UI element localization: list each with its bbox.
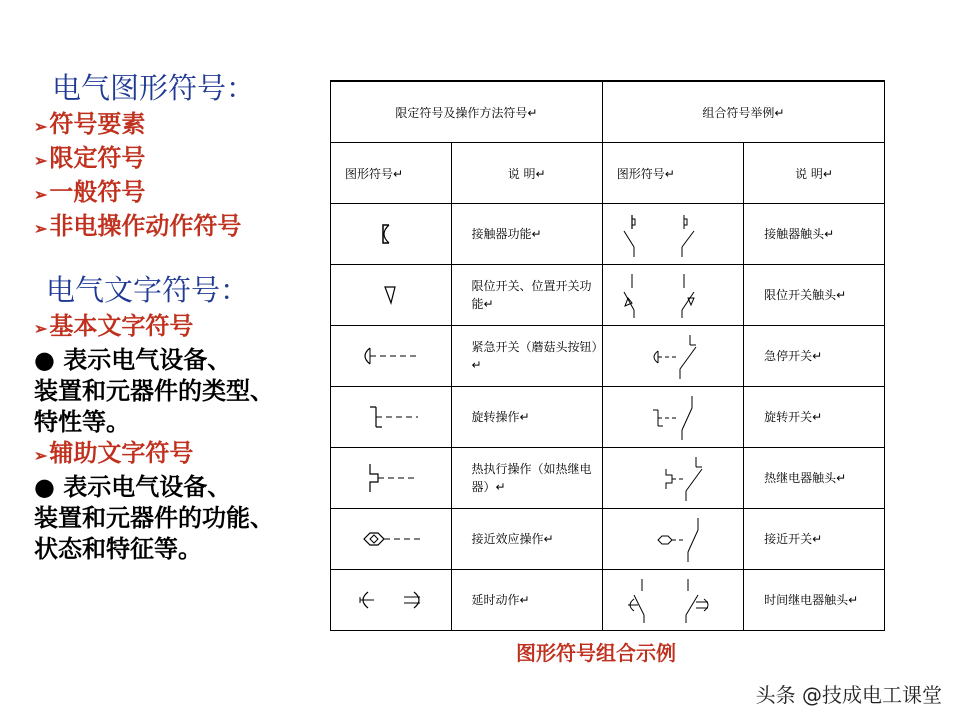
limit-switch-contact-icon xyxy=(602,265,743,326)
row-combo: 旋转开关↵ xyxy=(744,387,885,448)
desc-line: 装置和元器件的功能、 xyxy=(34,503,274,532)
row-combo: 接近开关↵ xyxy=(744,509,885,570)
row-desc: 限位开关、位置开关功能↵ xyxy=(451,265,602,326)
rotary-switch-icon xyxy=(602,387,743,448)
row-desc: 紧急开关（蘑菇头按钮）↵ xyxy=(451,326,602,387)
list-item: ➢限定符号 xyxy=(34,143,146,172)
row-combo: 接触器触头↵ xyxy=(744,204,885,265)
thermal-symbol-icon xyxy=(331,448,452,509)
emergency-stop-icon xyxy=(602,326,743,387)
row-desc: 旋转操作↵ xyxy=(451,387,602,448)
desc-line: ● 表示电气设备、 xyxy=(34,345,232,374)
proximity-symbol-icon xyxy=(331,509,452,570)
header-qualifying-symbols: 限定符号及操作方法符号↵ xyxy=(331,81,603,143)
symbol-table xyxy=(330,80,885,631)
table-row xyxy=(331,265,885,326)
desc-line: 特性等。 xyxy=(34,407,130,436)
arrow-icon: ➢ xyxy=(34,319,48,338)
list-item: ➢一般符号 xyxy=(34,177,146,206)
arrow-icon: ➢ xyxy=(34,151,48,170)
time-relay-contact-icon xyxy=(602,570,743,631)
row-desc: 热执行操作（如热继电器）↵ xyxy=(451,448,602,509)
table-row xyxy=(331,326,885,387)
table-row xyxy=(331,204,885,265)
arrow-icon: ➢ xyxy=(34,117,48,136)
subheader-description: 说 明↵ xyxy=(451,143,602,204)
row-desc: 接近效应操作↵ xyxy=(451,509,602,570)
limit-switch-symbol-icon xyxy=(331,265,452,326)
subheader-symbol: 图形符号↵ xyxy=(602,143,743,204)
desc-line: 状态和特征等。 xyxy=(34,534,202,563)
arrow-icon: ➢ xyxy=(34,185,48,204)
row-desc: 延时动作↵ xyxy=(451,570,602,631)
contactor-contact-icon xyxy=(602,204,743,265)
watermark: 头条 @技成电工课堂 xyxy=(755,683,942,707)
title-text-symbols: 电气文字符号： xyxy=(46,273,250,307)
list-item: ➢非电操作动作符号 xyxy=(34,211,242,240)
contactor-symbol-icon xyxy=(331,204,452,265)
row-combo: 热继电器触头↵ xyxy=(744,448,885,509)
row-combo: 限位开关触头↵ xyxy=(744,265,885,326)
time-delay-symbol-icon xyxy=(331,570,452,631)
desc-line: ● 表示电气设备、 xyxy=(34,472,232,501)
header-combination-examples: 组合符号举例↵ xyxy=(602,81,884,143)
list-item: ➢辅助文字符号 xyxy=(34,438,194,467)
row-desc: 接触器功能↵ xyxy=(451,204,602,265)
rotary-symbol-icon xyxy=(331,387,452,448)
proximity-switch-icon xyxy=(602,509,743,570)
table-row xyxy=(331,448,885,509)
table-row xyxy=(331,387,885,448)
subheader-symbol: 图形符号↵ xyxy=(331,143,452,204)
thermal-relay-contact-icon xyxy=(602,448,743,509)
figure-caption: 图形符号组合示例 xyxy=(516,641,676,665)
list-item: ➢基本文字符号 xyxy=(34,311,194,340)
arrow-icon: ➢ xyxy=(34,219,48,238)
title-graphic-symbols: 电气图形符号： xyxy=(52,71,256,105)
table-row xyxy=(331,570,885,631)
subheader-description: 说 明↵ xyxy=(744,143,885,204)
row-combo: 时间继电器触头↵ xyxy=(744,570,885,631)
arrow-icon: ➢ xyxy=(34,446,48,465)
emergency-symbol-icon xyxy=(331,326,452,387)
row-combo: 急停开关↵ xyxy=(744,326,885,387)
desc-line: 装置和元器件的类型、 xyxy=(34,376,274,405)
left-panel xyxy=(34,68,324,564)
table-row xyxy=(331,509,885,570)
list-item: ➢符号要素 xyxy=(34,109,146,138)
